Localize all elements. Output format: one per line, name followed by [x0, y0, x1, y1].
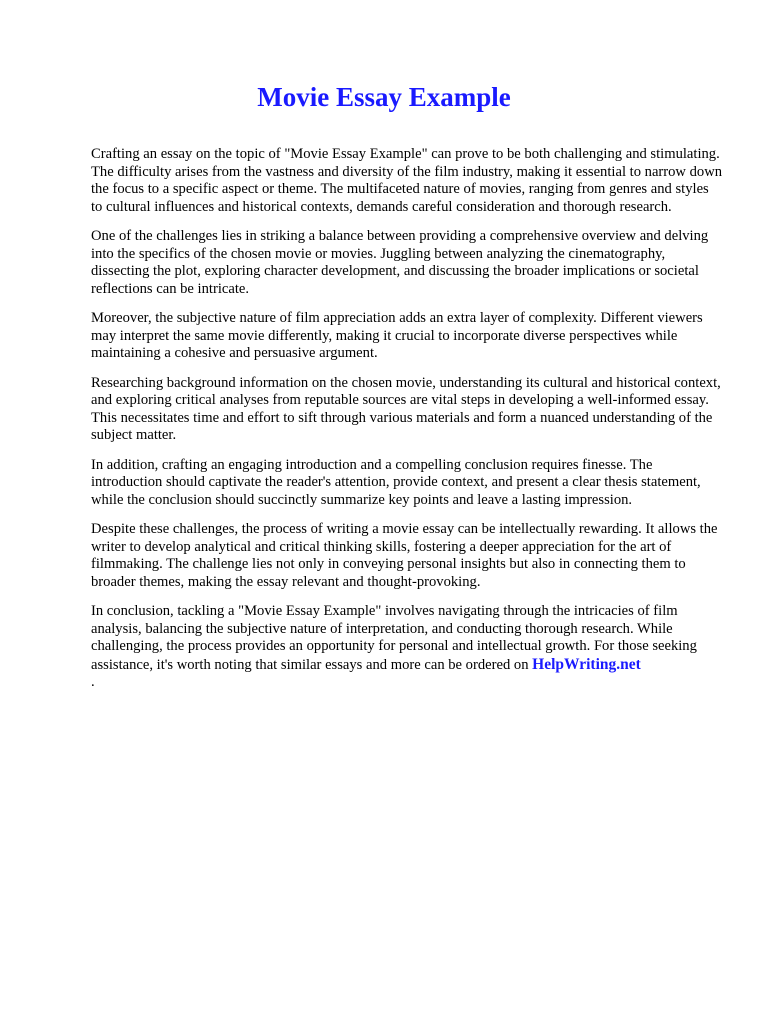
conclusion-trailing-period: . [91, 674, 95, 690]
paragraph-6: Despite these challenges, the process of writing a movie essay can be intellectually rewarding. It allows the writer to develop analytical and critical thinking skills, fostering a deeper appreciation for the art of filmmaking. The challenge lies not only in conveying personal insights but also in connecting them to broader themes, making the essay relevant and thought-provoking. [91, 521, 718, 590]
paragraph-4: Researching background information on the chosen movie, understanding its cultural and historical context, and exploring critical analyses from reputable sources are vital steps in developing a well-informed essay. This necessitates time and effort to sift through various materials and form a nuanced understanding of the subject matter. [91, 374, 721, 443]
paragraph-conclusion [91, 603, 723, 692]
paragraph-1: Crafting an essay on the topic of "Movie Essay Example" can prove to be both challenging and stimulating. The difficulty arises from the vastness and diversity of the film industry, making it essential to narrow down the focus to a specific aspect or theme. The multifaceted nature of movies, ranging from genres and styles to cultural influences and historical contexts, demands careful consideration and thorough research. [91, 146, 723, 215]
helpwriting-link[interactable]: HelpWriting.net [532, 655, 641, 673]
document-body [91, 146, 723, 704]
paragraph-3: Moreover, the subjective nature of film appreciation adds an extra layer of complexity. Different viewers may interpret the same movie differently, making it crucial to incorporate diverse perspectives while maintaining a cohesive and persuasive argument. [91, 310, 703, 361]
conclusion-text: In conclusion, tackling a "Movie Essay Example" involves navigating through the intricacies of film analysis, balancing the subjective nature of interpretation, and conducting thorough research. While challenging, the process provides an opportunity for personal and intellectual growth. For those seeking assistance, it's worth noting that similar essays and more can be ordered on [91, 603, 697, 673]
paragraph-2: One of the challenges lies in striking a balance between providing a comprehensive overview and delving into the specifics of the chosen movie or movies. Juggling between analyzing the cinematography, dissecting the plot, exploring character development, and discussing the broader implications or societal reflections can be intricate. [91, 228, 709, 297]
paragraph-5: In addition, crafting an engaging introduction and a compelling conclusion requires finesse. The introduction should captivate the reader's attention, provide context, and present a clear thesis statement, while the conclusion should succinctly summarize key points and leave a lasting impression. [91, 456, 701, 508]
page-title: Movie Essay Example [257, 82, 511, 112]
